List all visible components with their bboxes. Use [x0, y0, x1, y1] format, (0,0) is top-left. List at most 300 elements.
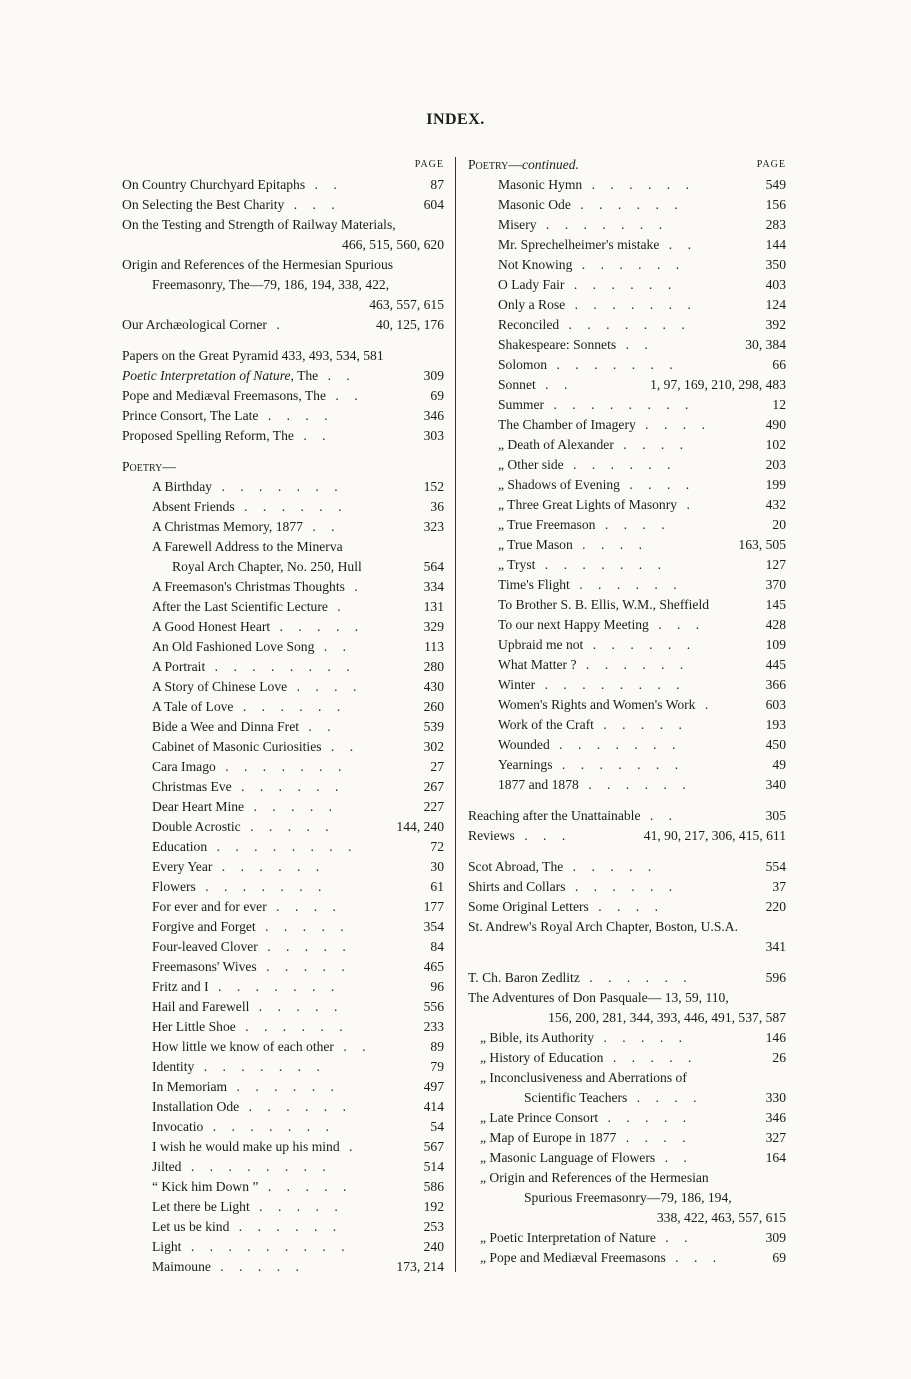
- index-entry: [468, 857, 786, 877]
- leader-dots: . . . .: [616, 1130, 692, 1145]
- entry-page: 144: [765, 237, 786, 252]
- entry-page: 131: [423, 599, 444, 614]
- leader-dots: . .: [305, 177, 343, 192]
- entry-title: Identity . . . . . . .: [152, 1059, 326, 1074]
- index-entry: [468, 275, 786, 295]
- entry-title: Hail and Farewell . . . . .: [152, 999, 344, 1014]
- entry-title: Shakespeare: Sonnets . .: [498, 337, 654, 352]
- poetry-continued-heading: Poetry—continued.: [468, 157, 579, 172]
- leader-dots: . . . . .: [603, 1050, 698, 1065]
- leader-dots: . . . .: [619, 477, 696, 492]
- entry-page: 26: [772, 1050, 786, 1065]
- index-entry: [122, 917, 444, 937]
- entry-page: 567: [423, 1139, 444, 1154]
- entry-title: „ True Mason . . . .: [498, 537, 648, 552]
- leader-dots: . . . . .: [594, 1030, 689, 1045]
- entry-title: Dear Heart Mine . . . . .: [152, 799, 339, 814]
- entry-page: 539: [423, 719, 444, 734]
- entry-title: Upbraid me not . . . . . .: [498, 637, 697, 652]
- entry-page: 554: [765, 859, 786, 874]
- index-entry: [468, 917, 786, 937]
- index-entry: [468, 335, 786, 355]
- index-entry: [468, 575, 786, 595]
- index-entry: [468, 295, 786, 315]
- entry-title: Freemasonry, The—79, 186, 194, 338, 422,: [152, 277, 390, 292]
- index-entry: [468, 1248, 786, 1268]
- leader-dots: . . . .: [266, 899, 342, 914]
- entry-page: 280: [423, 659, 444, 674]
- entry-page: 303: [423, 428, 444, 443]
- leader-dots: . . . . . . .: [203, 1119, 335, 1134]
- entry-page: 152: [423, 479, 444, 494]
- leader-dots: . .: [535, 377, 574, 392]
- entry-title: Absent Friends . . . . . .: [152, 499, 348, 514]
- entry-page: 428: [765, 617, 786, 632]
- entry-page: 233: [423, 1019, 444, 1034]
- entry-page: 96: [430, 979, 444, 994]
- leader-dots: . . . .: [287, 679, 363, 694]
- index-entry: [468, 435, 786, 455]
- index-entry: [122, 837, 444, 857]
- index-entry: [122, 1197, 444, 1217]
- entry-page: 66: [772, 357, 786, 372]
- leader-dots: . . .: [665, 1250, 723, 1265]
- index-entry: [468, 195, 786, 215]
- entry-title: A Freemason's Christmas Thoughts .: [152, 579, 364, 594]
- entry-title: Reaching after the Unattainable . .: [468, 808, 679, 823]
- leader-dots: . .: [293, 428, 332, 443]
- entry-title: Royal Arch Chapter, No. 250, Hull: [172, 559, 362, 574]
- entry-title: A Portrait . . . . . . . .: [152, 659, 356, 674]
- entry-title: Poetic Interpretation of Nature, The . .: [122, 368, 356, 383]
- index-entry: [468, 375, 786, 395]
- leader-dots: . . . . .: [598, 1110, 693, 1125]
- leader-dots: . . . . . .: [227, 1079, 340, 1094]
- entry-title: Masonic Ode . . . . . .: [498, 197, 684, 212]
- entry-page: 20: [772, 517, 786, 532]
- index-entry: [122, 777, 444, 797]
- leader-dots: . . . . . . .: [215, 759, 348, 774]
- entry-title: Invocatio . . . . . . .: [152, 1119, 335, 1134]
- index-entry: [468, 1208, 786, 1228]
- entry-page: 199: [765, 477, 786, 492]
- entry-page: 340: [765, 777, 786, 792]
- index-entry: [468, 475, 786, 495]
- leader-dots: . . . . . .: [229, 1219, 343, 1234]
- index-entry: [122, 937, 444, 957]
- entry-title: In Memoriam . . . . . .: [152, 1079, 340, 1094]
- leader-dots: . . . .: [613, 437, 690, 452]
- entry-title: Forgive and Forget . . . . .: [152, 919, 350, 934]
- index-entry: [468, 735, 786, 755]
- entry-title: Scot Abroad, The . . . . .: [468, 859, 658, 874]
- left-poetry-list: [122, 477, 444, 1277]
- leader-dots: . . . .: [588, 899, 664, 914]
- index-entry: [468, 1048, 786, 1068]
- index-entry: [122, 817, 444, 837]
- entry-page: 445: [765, 657, 786, 672]
- entry-title: After the Last Scientific Lecture .: [152, 599, 347, 614]
- entry-page: 354: [423, 919, 444, 934]
- entry-title: Double Acrostic . . . . .: [152, 819, 335, 834]
- entry-page-continuation: 463, 557, 615: [369, 297, 444, 312]
- entry-page-continuation: 341: [765, 939, 786, 954]
- leader-dots: . . . . . .: [233, 699, 347, 714]
- leader-dots: . . . . .: [210, 1259, 305, 1274]
- entry-title: The Chamber of Imagery . . . .: [498, 417, 711, 432]
- entry-page: 164: [765, 1150, 786, 1165]
- leader-dots: . . . . . .: [572, 257, 686, 272]
- entry-page: 156: [765, 197, 786, 212]
- entry-page: 392: [765, 317, 786, 332]
- entry-page: 309: [423, 368, 444, 383]
- column-divider: [455, 157, 456, 1272]
- entry-title: „ Death of Alexander . . . .: [498, 437, 690, 452]
- entry-title: A Birthday . . . . . . .: [152, 479, 344, 494]
- index-entry: [468, 1028, 786, 1048]
- entry-title: 1877 and 1878 . . . . . .: [498, 777, 692, 792]
- entry-page: 430: [423, 679, 444, 694]
- entry-page: 465: [423, 959, 444, 974]
- entry-page: 12: [772, 397, 786, 412]
- entry-title: Education . . . . . . . .: [152, 839, 358, 854]
- index-entry: [468, 1228, 786, 1248]
- entry-page: 89: [430, 1039, 444, 1054]
- leader-dots: . .: [302, 519, 341, 534]
- leader-dots: . . . . . .: [234, 499, 348, 514]
- entry-title: Reconciled . . . . . . .: [498, 317, 691, 332]
- index-entry: [122, 797, 444, 817]
- entry-title: Winter . . . . . . . .: [498, 677, 686, 692]
- leader-dots: . . . . . . .: [536, 217, 669, 232]
- leader-dots: . .: [321, 739, 360, 754]
- entry-page: 102: [765, 437, 786, 452]
- index-entry: [468, 615, 786, 635]
- leader-dots: . . . . . . .: [535, 557, 667, 572]
- index-entry: [468, 655, 786, 675]
- index-entry: [122, 346, 444, 366]
- leader-dots: . . . . . . .: [565, 297, 697, 312]
- entry-title: Light . . . . . . . . .: [152, 1239, 351, 1254]
- index-entry: [122, 897, 444, 917]
- entry-title: For ever and for ever . . . .: [152, 899, 342, 914]
- entry-title: Time's Flight . . . . . .: [498, 577, 683, 592]
- index-entry: [122, 1057, 444, 1077]
- entry-page: 514: [423, 1159, 444, 1174]
- leader-dots: . . . . . . .: [552, 757, 685, 772]
- index-entry: [122, 877, 444, 897]
- entry-page: 490: [765, 417, 786, 432]
- index-entry: [122, 386, 444, 406]
- entry-title: „ Poetic Interpretation of Nature . .: [480, 1230, 694, 1245]
- entry-page: 84: [430, 939, 444, 954]
- index-entry: [468, 937, 786, 957]
- entry-page: 109: [765, 637, 786, 652]
- index-entry: [468, 877, 786, 897]
- entry-title: Summer . . . . . . . .: [498, 397, 695, 412]
- leader-dots: . .: [659, 237, 697, 252]
- leader-dots: . .: [655, 1150, 693, 1165]
- entry-page: 330: [765, 1090, 786, 1105]
- entry-page: 1, 97, 169, 210, 298, 483: [650, 377, 786, 392]
- entry-title: An Old Fashioned Love Song . .: [152, 639, 352, 654]
- entry-title: „ Bible, its Authority . . . . .: [480, 1030, 689, 1045]
- entry-page: 163, 505: [738, 537, 786, 552]
- index-entry: [122, 537, 444, 557]
- entry-page: 146: [765, 1030, 786, 1045]
- index-entry: [468, 515, 786, 535]
- leader-dots: . .: [640, 808, 679, 823]
- index-entry: [122, 677, 444, 697]
- entry-title: Let there be Light . . . . .: [152, 1199, 344, 1214]
- index-entry: [122, 1237, 444, 1257]
- entry-title: T. Ch. Baron Zedlitz . . . . . .: [468, 970, 693, 985]
- entry-page: 334: [423, 579, 444, 594]
- index-entry: [122, 366, 444, 386]
- index-entry: [122, 195, 444, 215]
- index-entry: [122, 235, 444, 255]
- index-entry: [468, 1068, 786, 1088]
- entry-page: 302: [423, 739, 444, 754]
- index-entry: [122, 857, 444, 877]
- leader-dots: . . . . .: [258, 1179, 353, 1194]
- index-entry: [122, 255, 444, 275]
- leader-dots: .: [327, 599, 347, 614]
- index-entry: [468, 235, 786, 255]
- entry-page: 603: [765, 697, 786, 712]
- entry-title: Sonnet . .: [498, 377, 574, 392]
- entry-title: Papers on the Great Pyramid 433, 493, 534, 581: [122, 348, 384, 363]
- leader-dots: . . . . . . . .: [205, 659, 356, 674]
- leader-dots: . . . . .: [244, 799, 339, 814]
- index-entry: [122, 1177, 444, 1197]
- entry-page: 30, 384: [745, 337, 786, 352]
- entry-title: Some Original Letters . . . .: [468, 899, 664, 914]
- index-entry: [122, 175, 444, 195]
- entry-title: Jilted . . . . . . . .: [152, 1159, 332, 1174]
- index-entry: [122, 637, 444, 657]
- entry-page: 549: [765, 177, 786, 192]
- entry-title: Not Knowing . . . . . .: [498, 257, 686, 272]
- entry-page: 69: [430, 388, 444, 403]
- leader-dots: . .: [299, 719, 337, 734]
- index-entry: [468, 315, 786, 335]
- index-entry: [122, 1157, 444, 1177]
- leader-dots: . . . .: [572, 537, 648, 552]
- leader-dots: . . . .: [595, 517, 671, 532]
- page-header-row: [122, 155, 444, 175]
- leader-dots: . . . . . . .: [559, 317, 691, 332]
- leader-dots: .: [339, 1139, 359, 1154]
- leader-dots: . . . .: [258, 408, 334, 423]
- index-entry: [122, 1217, 444, 1237]
- index-entry: [468, 968, 786, 988]
- entry-title: Fritz and I . . . . . . .: [152, 979, 341, 994]
- entry-page: 596: [765, 970, 786, 985]
- entry-page: 260: [423, 699, 444, 714]
- leader-dots: . . . . . .: [235, 1019, 349, 1034]
- index-entry: [122, 1117, 444, 1137]
- leader-dots: . . .: [648, 617, 706, 632]
- entry-page: 267: [423, 779, 444, 794]
- entry-title: Yearnings . . . . . . .: [498, 757, 685, 772]
- leader-dots: . . . . .: [255, 919, 350, 934]
- leader-dots: . . . . . .: [578, 777, 692, 792]
- left-entries: [122, 175, 444, 446]
- entry-title: „ Map of Europe in 1877 . . . .: [480, 1130, 692, 1145]
- index-entry: [468, 1128, 786, 1148]
- entry-title: Masonic Hymn . . . . . .: [498, 177, 695, 192]
- index-entry: [122, 557, 444, 577]
- right-poetry-list: [468, 175, 786, 795]
- leader-dots: . . . . . . .: [212, 479, 344, 494]
- entry-title: A Tale of Love . . . . . .: [152, 699, 347, 714]
- entry-page: 403: [765, 277, 786, 292]
- entry-page: 220: [765, 899, 786, 914]
- index-entry: [122, 315, 444, 335]
- entry-page: 69: [772, 1250, 786, 1265]
- entry-title: On the Testing and Strength of Railway Materials,: [122, 217, 396, 232]
- leader-dots: . . . . . . . .: [207, 839, 358, 854]
- entry-page: 604: [423, 197, 444, 212]
- entry-page: 87: [430, 177, 444, 192]
- entry-page: 193: [765, 717, 786, 732]
- entry-title: Proposed Spelling Reform, The . .: [122, 428, 332, 443]
- entry-title: „ Origin and References of the Hermesian: [480, 1170, 709, 1185]
- leader-dots: . . . . . . . .: [181, 1159, 332, 1174]
- leader-dots: .: [266, 317, 286, 332]
- leader-dots: . . . . .: [563, 859, 658, 874]
- index-entry: [122, 957, 444, 977]
- leader-dots: . . . . . . . .: [535, 677, 686, 692]
- index-entry: [122, 737, 444, 757]
- entry-page: 556: [423, 999, 444, 1014]
- entry-title: Spurious Freemasonry—79, 186, 194,: [524, 1190, 732, 1205]
- entry-title: „ Masonic Language of Flowers . .: [480, 1150, 693, 1165]
- leader-dots: . . . . .: [593, 717, 688, 732]
- index-entry: [122, 275, 444, 295]
- entry-page: 346: [765, 1110, 786, 1125]
- entry-page: 414: [423, 1099, 444, 1114]
- entry-page: 329: [423, 619, 444, 634]
- entry-page: 432: [765, 497, 786, 512]
- index-entry: [468, 415, 786, 435]
- leader-dots: . . . . . . .: [208, 979, 341, 994]
- entry-page: 40, 125, 176: [376, 317, 444, 332]
- entry-title: „ Three Great Lights of Masonry .: [498, 497, 696, 512]
- entry-page: 283: [765, 217, 786, 232]
- entry-page-continuation: 466, 515, 560, 620: [342, 237, 444, 252]
- index-entry: [468, 1008, 786, 1028]
- leader-dots: . . . . . . . .: [544, 397, 695, 412]
- leader-dots: . . . . .: [240, 819, 335, 834]
- entry-title: To our next Happy Meeting . . .: [498, 617, 706, 632]
- leader-dots: . . . . . .: [564, 277, 678, 292]
- index-entry: [122, 426, 444, 446]
- index-entry: [468, 1168, 786, 1188]
- entry-title: How little we know of each other . .: [152, 1039, 372, 1054]
- leader-dots: . . . . .: [270, 619, 365, 634]
- entry-page: 54: [430, 1119, 444, 1134]
- index-entry: [122, 497, 444, 517]
- index-entry: [468, 675, 786, 695]
- leader-dots: . .: [333, 1039, 372, 1054]
- entry-page: 564: [423, 559, 444, 574]
- entry-title: „ Late Prince Consort . . . . .: [480, 1110, 693, 1125]
- index-entry: [468, 826, 786, 846]
- index-entry: [468, 1188, 786, 1208]
- entry-page: 327: [765, 1130, 786, 1145]
- index-entry: [468, 215, 786, 235]
- index-entry: [468, 495, 786, 515]
- leader-dots: . . . . . .: [565, 879, 679, 894]
- entry-title: A Christmas Memory, 1877 . .: [152, 519, 341, 534]
- entry-title: Bide a Wee and Dinna Fret . .: [152, 719, 337, 734]
- leader-dots: . . . . . . .: [194, 1059, 326, 1074]
- entry-title: Every Year . . . . . .: [152, 859, 326, 874]
- index-entry: [122, 617, 444, 637]
- entry-title: “ Kick him Down ” . . . . .: [152, 1179, 353, 1194]
- entry-page: 27: [430, 759, 444, 774]
- entry-title: Let us be kind . . . . . .: [152, 1219, 343, 1234]
- entry-title: Reviews . . .: [468, 828, 572, 843]
- entry-title: „ Tryst . . . . . . .: [498, 557, 667, 572]
- leader-dots: . . .: [514, 828, 572, 843]
- entry-page: 192: [423, 1199, 444, 1214]
- leader-dots: . .: [318, 368, 356, 383]
- leader-dots: . . . . . .: [570, 197, 684, 212]
- entry-page: 113: [424, 639, 444, 654]
- index-entry: [468, 775, 786, 795]
- entry-title: „ Pope and Mediæval Freemasons . . .: [480, 1250, 723, 1265]
- entry-page: 497: [423, 1079, 444, 1094]
- entry-page: 37: [772, 879, 786, 894]
- entry-page: 323: [423, 519, 444, 534]
- entry-title: Cara Imago . . . . . . .: [152, 759, 348, 774]
- index-entry: [468, 1108, 786, 1128]
- entry-page: 72: [430, 839, 444, 854]
- index-entry: [122, 295, 444, 315]
- leader-dots: . . . . .: [249, 999, 344, 1014]
- entry-title: O Lady Fair . . . . . .: [498, 277, 678, 292]
- entry-page: 61: [430, 879, 444, 894]
- leader-dots: . . . . . .: [569, 577, 683, 592]
- leader-dots: . . . . . .: [563, 457, 677, 472]
- leader-dots: . . . . . .: [231, 779, 345, 794]
- entry-page: 177: [423, 899, 444, 914]
- entry-page-continuation: 156, 200, 281, 344, 393, 446, 491, 537, 587: [548, 1010, 786, 1025]
- index-entry: [122, 1257, 444, 1277]
- entry-title: Installation Ode . . . . . .: [152, 1099, 352, 1114]
- index-entry: [122, 1097, 444, 1117]
- entry-page: 305: [765, 808, 786, 823]
- entry-title: Maimoune . . . . .: [152, 1259, 305, 1274]
- leader-dots: . . . . . . .: [195, 879, 328, 894]
- entry-title: On Country Churchyard Epitaphs . .: [122, 177, 343, 192]
- entry-title: A Good Honest Heart . . . . .: [152, 619, 365, 634]
- entry-title: Women's Rights and Women's Work .: [498, 697, 715, 712]
- entry-title: To Brother S. B. Ellis, W.M., Sheffield: [498, 597, 710, 612]
- entry-title: Scientific Teachers . . . .: [524, 1090, 703, 1105]
- index-entry: [122, 1137, 444, 1157]
- entry-page: 346: [423, 408, 444, 423]
- index-entry: [468, 695, 786, 715]
- index-entry: [122, 697, 444, 717]
- index-entry: [122, 597, 444, 617]
- entry-title: Solomon . . . . . . .: [498, 357, 679, 372]
- index-entry: [122, 1077, 444, 1097]
- index-entry: [122, 517, 444, 537]
